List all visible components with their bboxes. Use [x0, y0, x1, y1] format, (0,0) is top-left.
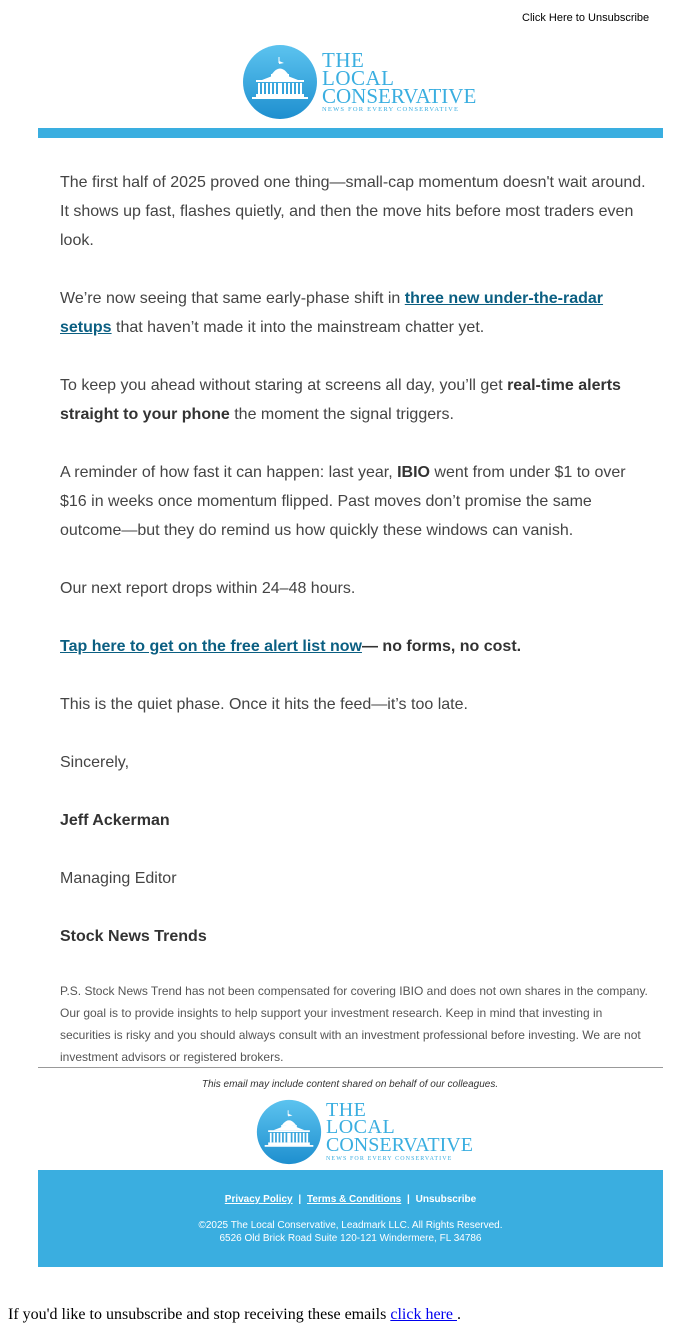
- ps-disclaimer: P.S. Stock News Trend has not been compensated for covering IBIO and does not own shares in the company. Our goal is to provide insights to help support your investment research. Keep in mind that investing in securities is risky and you should always consult with an investment professional before investing. We are not investment advisors or registered brokers.: [60, 984, 648, 1064]
- footer-separator: |: [298, 1194, 302, 1205]
- signature-company: [60, 922, 650, 951]
- footer-band: [38, 1170, 663, 1267]
- footer-logo-line-the: THE: [326, 1099, 367, 1122]
- bottom-note-text: If you'd like to unsubscribe and stop receiving these emails: [8, 1306, 391, 1323]
- p2-text-after: that haven’t made it into the mainstream chatter yet.: [111, 319, 485, 336]
- unsubscribe-top-link[interactable]: Click Here to Unsubscribe: [522, 12, 650, 24]
- paragraph-6: [60, 632, 650, 661]
- colleagues-note: This email may include content shared on behalf of our colleagues.: [201, 1079, 499, 1090]
- logo-tagline: NEWS FOR EVERY CONSERVATIVE: [322, 105, 460, 113]
- sig-company-text: Stock News Trends: [60, 928, 207, 945]
- paragraph-7: This is the quiet phase. Once it hits the feed—it’s too late.: [60, 696, 468, 713]
- brand-logo: [242, 44, 476, 120]
- paragraph-2: [60, 284, 650, 342]
- copyright: ©2025 The Local Conservative, Leadmark LLC. All Rights Reserved.: [198, 1220, 503, 1231]
- p6-bold-after: — no forms, no cost.: [361, 638, 522, 655]
- free-alert-list-link[interactable]: Tap here to get on the free alert list now: [60, 638, 362, 655]
- header-accent-bar: [38, 128, 663, 138]
- paragraph-5: Our next report drops within 24–48 hours.: [60, 580, 356, 597]
- footer-copyright-block: [38, 1219, 663, 1245]
- bottom-click-here-link[interactable]: click here: [390, 1306, 457, 1323]
- p4-text-before: A reminder of how fast it can happen: last year,: [60, 464, 398, 481]
- privacy-policy-link[interactable]: Privacy Policy: [224, 1194, 293, 1205]
- footer-logo: [256, 1099, 473, 1165]
- setups-link[interactable]: three new under-the-radar setups: [60, 290, 604, 336]
- closing: Sincerely,: [60, 754, 130, 771]
- p3-bold: real-time alerts straight to your phone: [60, 377, 621, 423]
- p4-text-after: went from under $1 to over $16 in weeks once momentum flipped. Past moves don’t promise the same outcome—but they do remind us how quickly these windows can vanish.: [60, 464, 626, 539]
- p3-text-after: the moment the signal triggers.: [229, 406, 454, 423]
- address: 6526 Old Brick Road Suite 120-121 Windermere, FL 34786: [219, 1233, 482, 1244]
- logo-line-the: THE: [322, 47, 365, 72]
- terms-link[interactable]: Terms & Conditions: [306, 1194, 402, 1205]
- footer-links: [38, 1194, 663, 1205]
- white-house-icon: [242, 44, 318, 120]
- sig-name-text: Jeff Ackerman: [60, 812, 170, 829]
- paragraph-3: [60, 371, 650, 429]
- paragraph-4: [60, 458, 650, 545]
- footer-separator: |: [407, 1194, 410, 1205]
- bottom-note-period: .: [456, 1306, 461, 1323]
- white-house-icon: [256, 1099, 322, 1165]
- p2-text-before: We’re now seeing that same early-phase shift in: [60, 290, 405, 307]
- footer-logo-line-local: LOCAL: [326, 1116, 396, 1139]
- signature-name: [60, 806, 650, 835]
- logo-line-conservative: CONSERVATIVE: [322, 83, 477, 108]
- logo-line-local: LOCAL: [322, 65, 395, 90]
- footer-logo-tagline: NEWS FOR EVERY CONSERVATIVE: [326, 1155, 453, 1162]
- bottom-unsubscribe-note: [8, 1306, 461, 1324]
- footer-unsubscribe[interactable]: Unsubscribe: [415, 1194, 477, 1205]
- paragraph-1: The first half of 2025 proved one thing—small-cap momentum doesn't wait around. It shows up fast, flashes quietly, and then the move hits before most traders even look.: [60, 174, 646, 249]
- p3-text-before: To keep you ahead without staring at screens all day, you’ll get: [60, 377, 508, 394]
- signature-title: Managing Editor: [60, 870, 177, 887]
- p4-ticker: IBIO: [397, 464, 430, 481]
- footer-logo-line-conservative: CONSERVATIVE: [326, 1133, 473, 1156]
- footer-divider: [38, 1067, 663, 1068]
- email-body: [60, 168, 650, 1097]
